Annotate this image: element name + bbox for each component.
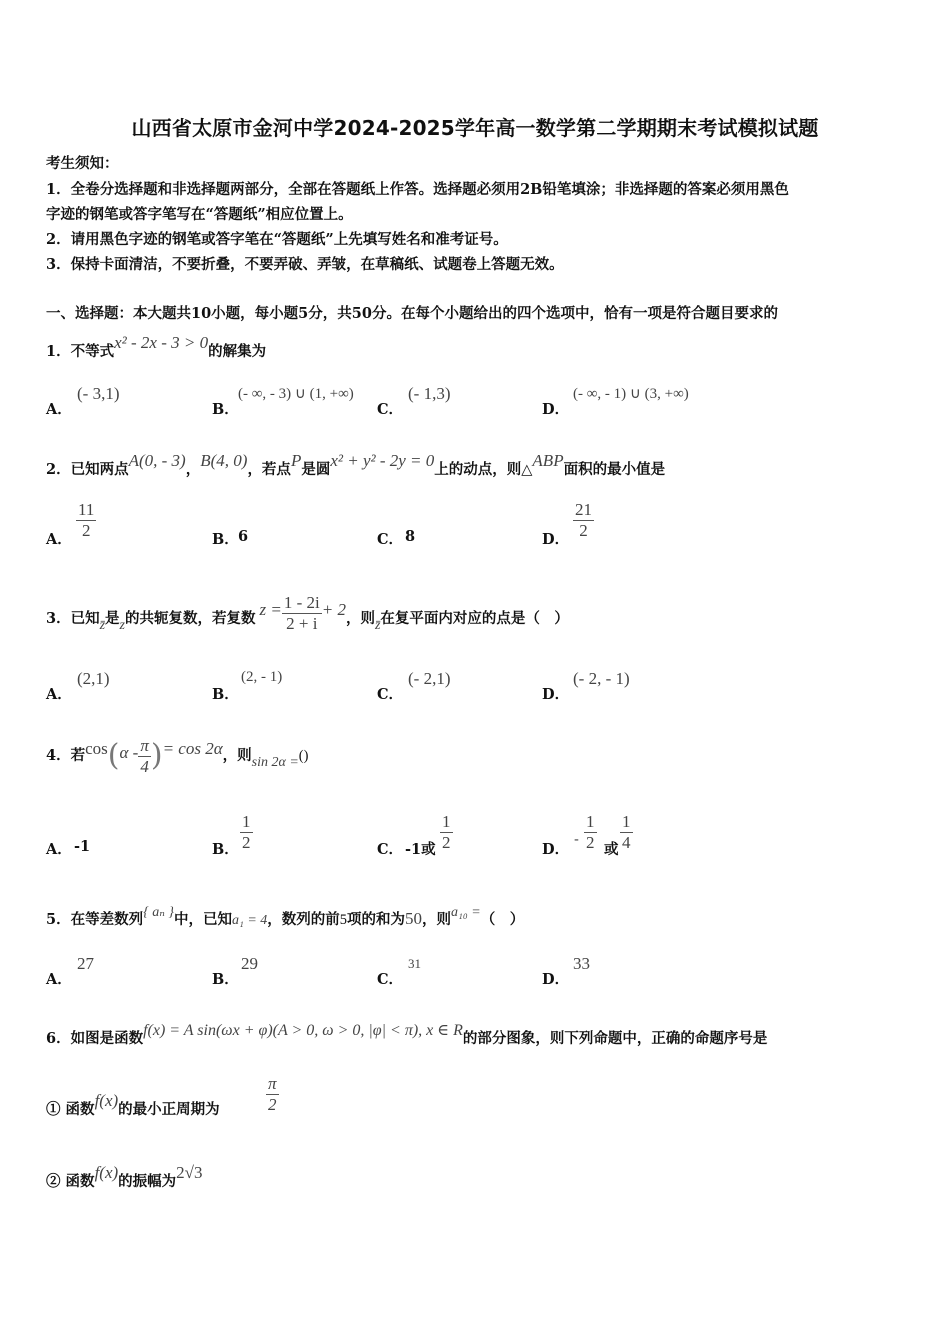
q4-option-d-fraction-1 (584, 812, 597, 853)
q2-triangle: ABP (532, 451, 564, 470)
notice-item-1a: 1．全卷分选择题和非选择题两部分，全部在答题纸上作答。选择题必须用2B铅笔填涂；非选择题的答案必须用黑色 (46, 181, 789, 198)
question-4 (46, 733, 308, 779)
q6-period-numerator: π (268, 1074, 277, 1093)
q5-option-c-label: C． (377, 971, 404, 988)
q4-option-d-denominator-1: 2 (586, 833, 595, 852)
q5-option-b: 29 (241, 954, 258, 973)
q3-option-b: (2, - 1) (241, 669, 283, 685)
q2-option-b: 6 (238, 528, 249, 545)
q2-comma: ， (185, 461, 201, 478)
q6-statement-1-fx: f(x) (94, 1091, 119, 1110)
q1-option-d-label: D． (542, 401, 570, 418)
q5-number: 5． (46, 911, 71, 928)
q2-option-c-label: C． (377, 531, 404, 548)
q2-text-mid2: 是圆 (301, 461, 331, 478)
q1-option-b-label: B． (212, 401, 239, 418)
q3-option-d: (- 2, - 1) (573, 669, 630, 688)
q4-option-d-fraction-2 (620, 812, 633, 853)
q5-paren: （ ） (480, 911, 525, 928)
q2-option-a-denominator: 2 (81, 521, 91, 540)
q1-option-b: (- ∞, - 3) ∪ (1, +∞) (238, 386, 354, 402)
q6-text-pre: 如图是函数 (70, 1030, 144, 1047)
q2-option-a-label: A． (46, 531, 72, 548)
q6-statement-2 (46, 1163, 203, 1191)
q4-option-b-label: B． (212, 841, 239, 858)
q5-text-mid2: ，数列的前 (267, 911, 340, 928)
q2-number: 2． (46, 461, 71, 478)
q5-sequence: { aₙ } (143, 905, 174, 920)
q4-option-d-or: 或 (604, 841, 619, 858)
q4-option-b-denominator: 2 (242, 833, 251, 852)
q3-option-c-label: C． (377, 686, 404, 703)
q2-option-a (76, 500, 96, 541)
q6-statement-2-post: 的振幅为 (118, 1173, 177, 1190)
q4-option-c-numerator: 1 (442, 812, 451, 831)
q4-paren: () (298, 748, 309, 764)
q5-five: 5 (339, 912, 348, 928)
q4-option-d-minus: - (574, 832, 579, 848)
exam-title: 山西省太原市金河中学2024-2025学年高一数学第二学期期末考试模拟试题 (131, 116, 819, 140)
notice-heading: 考生须知： (46, 155, 119, 172)
question-5 (46, 905, 525, 929)
q1-option-a: (- 3,1) (77, 384, 120, 403)
q3-fraction-numerator: 1 - 2i (283, 592, 320, 612)
q2-option-d-numerator: 21 (575, 500, 592, 519)
q6-statement-2-fx: f(x) (94, 1163, 119, 1182)
q3-text-mid: 是 (105, 610, 120, 627)
q2-point-p: P (290, 451, 302, 470)
q4-option-a-label: A． (46, 841, 72, 858)
q1-number: 1． (46, 343, 71, 360)
q2-point-a: A(0, - 3) (128, 451, 186, 470)
q4-text-pre: 若 (70, 747, 86, 764)
q6-text-post: 的部分图象，则下列命题中，正确的命题序号是 (462, 1030, 768, 1047)
q1-text-post: 的解集为 (208, 343, 267, 360)
q3-text-post: ，则 (345, 610, 375, 627)
q2-text-pre: 已知两点 (70, 461, 129, 478)
q6-statement-1-period (266, 1074, 279, 1115)
q1-inequality: x² - 2x - 3 > 0 (114, 333, 209, 352)
q4-number: 4． (46, 747, 71, 764)
q2-text-post2: 面积的最小值是 (563, 461, 666, 478)
q3-option-a-label: A． (46, 686, 72, 703)
q6-statement-2-pre: ② 函数 (46, 1173, 95, 1190)
q1-option-c: (- 1,3) (408, 384, 451, 403)
q2-option-c: 8 (405, 528, 416, 545)
q4-pi-denominator: 4 (140, 756, 149, 776)
q6-statement-1-post: 的最小正周期为 (118, 1101, 220, 1118)
q2-option-d-denominator: 2 (579, 521, 588, 540)
q5-a10: a₁₀ = (451, 905, 481, 920)
q3-option-a: (2,1) (77, 669, 110, 688)
q4-option-d-numerator-2: 1 (622, 812, 631, 831)
q1-option-a-label: A． (46, 401, 72, 418)
q2-circle-equation: x² + y² - 2y = 0 (330, 451, 435, 470)
section-heading: 一、选择题：本大题共10小题，每小题5分，共50分。在每个小题给出的四个选项中，恰有一项是符合题目要求的 (46, 305, 778, 322)
q6-period-denominator: 2 (268, 1095, 277, 1114)
q3-text-post2: 在复平面内对应的点是（ ） (380, 610, 569, 627)
q4-option-b (240, 812, 253, 853)
q6-function-expression: f(x) = A sin(ωx + φ)(A > 0, ω > 0, |φ| < π), x ∈ R (143, 1022, 463, 1039)
q4-option-c-or: 或 (421, 841, 436, 858)
q5-a1: a₁ = 4 (231, 913, 268, 928)
q3-option-d-label: D． (542, 686, 570, 703)
q4-sin: sin 2α = (251, 755, 299, 770)
q4-text-post: ，则 (222, 747, 252, 764)
q1-option-d: (- ∞, - 1) ∪ (3, +∞) (573, 386, 689, 402)
q2-text-mid: ，若点 (247, 461, 291, 478)
q4-option-c-minus-one: -1 (405, 841, 422, 858)
q3-z-equals: z = (259, 600, 282, 619)
notice-item-2: 2．请用黑色字迹的钢笔或答字笔在“答题纸”上先填写姓名和准考证号。 (46, 231, 508, 248)
q4-alpha: α - (119, 743, 139, 762)
q4-rhs: = cos 2α (162, 739, 223, 758)
q3-zbar: z̄ (99, 618, 106, 633)
q5-option-a-label: A． (46, 971, 72, 988)
q5-option-b-label: B． (212, 971, 239, 988)
q2-point-b: B(4, 0) (200, 451, 248, 470)
q4-option-c-label: C． (377, 841, 404, 858)
q5-option-c: 31 (408, 956, 421, 971)
q2-option-d (573, 500, 594, 541)
q2-text-post: 上的动点，则△ (434, 461, 533, 478)
q4-option-d-denominator-2: 4 (622, 833, 631, 852)
q4-option-a: -1 (74, 838, 91, 855)
q3-option-b-label: B． (212, 686, 239, 703)
notice-item-1b: 字迹的钢笔或答字笔写在“答题纸”相应位置上。 (46, 206, 353, 223)
q4-option-d-label: D． (542, 841, 570, 858)
q5-text-post: ，则 (422, 911, 452, 928)
q5-option-a: 27 (77, 954, 94, 973)
question-6 (46, 1022, 768, 1048)
q3-number: 3． (46, 610, 71, 627)
question-1 (46, 333, 267, 361)
question-2 (46, 451, 666, 479)
q6-number: 6． (46, 1030, 71, 1047)
q3-fraction (282, 593, 322, 634)
q3-zbar-2: z̄ (374, 618, 381, 633)
q2-option-d-label: D． (542, 531, 570, 548)
q5-sum: 50 (405, 909, 423, 928)
q4-option-c-fraction (440, 812, 453, 853)
q4-right-paren: ) (150, 738, 163, 773)
q4-option-d-numerator-1: 1 (586, 812, 595, 831)
notice-item-3: 3．保持卡面清洁，不要折叠，不要弄破、弄皱，在草稿纸、试题卷上答题无效。 (46, 256, 564, 273)
q5-option-d-label: D． (542, 971, 570, 988)
q3-text-pre: 已知 (70, 610, 100, 627)
q4-option-b-numerator: 1 (242, 812, 251, 831)
q4-option-c-denominator: 2 (442, 833, 451, 852)
q6-statement-1-pre: ① 函数 (46, 1101, 95, 1118)
q3-fraction-denominator: 2 + i (286, 613, 318, 633)
q4-option-c-text (405, 838, 436, 859)
q4-cos: cos (85, 739, 108, 758)
q2-option-b-label: B． (212, 531, 239, 548)
q4-left-paren: ( (107, 738, 120, 773)
q4-pi-numerator: π (140, 735, 149, 755)
q3-option-c: (- 2,1) (408, 669, 451, 688)
q1-text-pre: 不等式 (70, 343, 115, 360)
q3-z: z (119, 618, 125, 633)
q5-text-mid: 中，已知 (173, 911, 232, 928)
q6-statement-1 (46, 1091, 220, 1119)
q1-option-c-label: C． (377, 401, 404, 418)
q5-text-pre: 在等差数列 (70, 911, 144, 928)
q5-text-mid3: 项的和为 (347, 911, 406, 928)
question-3 (46, 592, 569, 640)
q4-pi-over-4 (138, 736, 151, 777)
q3-text-mid2: 的共轭复数，若复数 (125, 610, 256, 627)
q6-amplitude: 2√3 (176, 1163, 203, 1182)
q5-option-d: 33 (573, 954, 590, 973)
q3-plus-two: + 2 (321, 600, 346, 619)
q2-option-a-numerator: 11 (78, 500, 95, 519)
